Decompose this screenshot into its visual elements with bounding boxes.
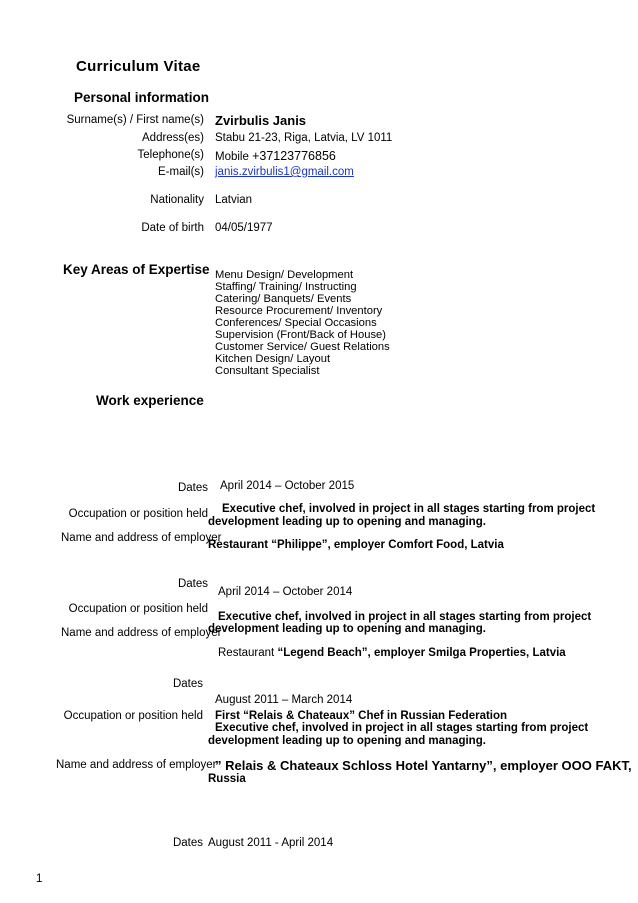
entry1-occupation-line2: development leading up to opening and managing. xyxy=(208,516,486,528)
entry2-employer-label: Name and address of employer xyxy=(61,627,222,639)
dob-label: Date of birth xyxy=(141,222,204,234)
dob-value: 04/05/1977 xyxy=(215,222,273,234)
expertise-item: Conferences/ Special Occasions xyxy=(215,317,377,329)
telephone-number: +37123776856 xyxy=(252,149,336,163)
entry1-occupation-line1: Executive chef, involved in project in all stages starting from project xyxy=(222,503,596,515)
work-heading: Work experience xyxy=(96,393,204,408)
entry2-occupation-line2: development leading up to opening and managing. xyxy=(208,623,486,635)
entry1-dates-label: Dates xyxy=(177,482,208,494)
entry3-occupation-line0: First “Relais & Chateaux” Chef in Russian Federation xyxy=(215,710,508,722)
entry1-occupation-label: Occupation or position held xyxy=(68,508,208,520)
entry2-employer xyxy=(218,647,566,659)
address-label: Address(es) xyxy=(142,132,204,144)
nationality-value: Latvian xyxy=(215,194,253,206)
entry3-dates-label: Dates xyxy=(172,678,203,690)
telephone-prefix: Mobile xyxy=(215,151,253,163)
person-name: Zvirbulis Janis xyxy=(215,113,307,128)
address-value: Stabu 21-23, Riga, Latvia, LV 1011 xyxy=(215,132,393,144)
entry4-dates-label: Dates xyxy=(172,837,203,849)
cv-title: Curriculum Vitae xyxy=(76,58,201,75)
expertise-item: Resource Procurement/ Inventory xyxy=(215,305,383,317)
entry1-dates: April 2014 – October 2015 xyxy=(220,480,355,492)
email-label: E-mail(s) xyxy=(158,166,204,178)
expertise-item: Customer Service/ Guest Relations xyxy=(215,341,390,353)
entry2-dates-label: Dates xyxy=(177,578,208,590)
expertise-item: Kitchen Design/ Layout xyxy=(215,353,331,365)
entry2-occupation-line1: Executive chef, involved in project in all stages starting from project xyxy=(218,611,592,623)
expertise-item: Catering/ Banquets/ Events xyxy=(215,293,352,305)
telephone-value xyxy=(215,149,336,163)
entry3-occupation-line1: Executive chef, involved in project in all stages starting from project xyxy=(215,722,589,734)
entry3-occupation-label: Occupation or position held xyxy=(63,710,203,722)
entry3-dates: August 2011 – March 2014 xyxy=(215,694,353,706)
nationality-label: Nationality xyxy=(150,194,204,206)
expertise-item: Consultant Specialist xyxy=(215,365,320,377)
expertise-heading: Key Areas of Expertise xyxy=(63,262,210,277)
entry2-occupation-label: Occupation or position held xyxy=(68,603,208,615)
entry2-employer-prefix: Restaurant xyxy=(218,647,278,659)
expertise-item: Supervision (Front/Back of House) xyxy=(215,329,386,341)
entry2-employer-name: “Legend Beach”, employer Smilga Properties, Latvia xyxy=(277,647,566,659)
expertise-list xyxy=(215,269,390,377)
entry1-employer: Restaurant “Philippe”, employer Comfort Food, Latvia xyxy=(208,539,504,551)
entry3-employer-line1: ” Relais & Chateaux Schloss Hotel Yantarny”, employer OOO FAKT, xyxy=(215,758,632,773)
entry2-dates: April 2014 – October 2014 xyxy=(218,586,353,598)
entry4-dates: August 2011 - April 2014 xyxy=(208,837,334,849)
email-link[interactable]: janis.zvirbulis1@gmail.com xyxy=(215,166,354,178)
expertise-item: Staffing/ Training/ Instructing xyxy=(215,281,357,293)
entry1-employer-label: Name and address of employer xyxy=(61,532,222,544)
entry3-occupation-line2: development leading up to opening and managing. xyxy=(208,735,486,747)
personal-info-heading: Personal information xyxy=(74,90,210,105)
expertise-item: Menu Design/ Development xyxy=(215,269,354,281)
telephone-label: Telephone(s) xyxy=(137,149,204,161)
entry3-employer-line2: Russia xyxy=(208,773,246,785)
name-label: Surname(s) / First name(s) xyxy=(66,114,204,126)
page-number: 1 xyxy=(36,873,43,885)
entry3-employer-label: Name and address of employer xyxy=(56,759,217,771)
